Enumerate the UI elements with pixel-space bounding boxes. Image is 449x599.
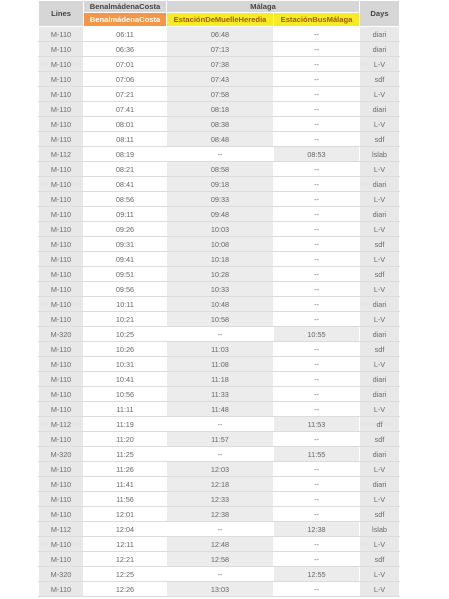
muelle-heredia-cell: 11:48 xyxy=(167,402,274,417)
departure-cell: 11:26 xyxy=(84,462,167,477)
table-row xyxy=(39,282,400,297)
days-cell: diari xyxy=(360,477,400,492)
line-cell: M-110 xyxy=(39,282,84,297)
departure-cell: 08:41 xyxy=(84,177,167,192)
table-row xyxy=(39,207,400,222)
bus-station-cell: -- xyxy=(274,27,360,42)
bus-station-cell: -- xyxy=(274,552,360,567)
bus-station-cell: -- xyxy=(274,477,360,492)
line-cell: M-110 xyxy=(39,252,84,267)
table-row xyxy=(39,192,400,207)
muelle-heredia-cell: 08:38 xyxy=(167,117,274,132)
line-cell: M-110 xyxy=(39,207,84,222)
departure-cell: 10:21 xyxy=(84,312,167,327)
line-cell: M-110 xyxy=(39,582,84,597)
departure-cell: 12:26 xyxy=(84,582,167,597)
table-row xyxy=(39,552,400,567)
muelle-heredia-cell: -- xyxy=(167,147,274,162)
bus-station-cell: -- xyxy=(274,462,360,477)
muelle-heredia-cell: 11:57 xyxy=(167,432,274,447)
table-row xyxy=(39,27,400,42)
muelle-heredia-cell: -- xyxy=(167,447,274,462)
line-cell: M-110 xyxy=(39,102,84,117)
days-cell: L-V xyxy=(360,222,400,237)
line-cell: M-110 xyxy=(39,312,84,327)
muelle-heredia-cell: 07:38 xyxy=(167,57,274,72)
departure-cell: 09:41 xyxy=(84,252,167,267)
line-cell: M-110 xyxy=(39,57,84,72)
table-row xyxy=(39,252,400,267)
departure-cell: 11:20 xyxy=(84,432,167,447)
days-cell: L-V xyxy=(360,57,400,72)
departure-cell: 11:19 xyxy=(84,417,167,432)
days-cell: diari xyxy=(360,327,400,342)
table-row xyxy=(39,267,400,282)
line-cell: M-110 xyxy=(39,297,84,312)
table-row xyxy=(39,387,400,402)
bus-station-cell: -- xyxy=(274,177,360,192)
table-row xyxy=(39,417,400,432)
departure-cell: 10:41 xyxy=(84,372,167,387)
line-cell: M-110 xyxy=(39,72,84,87)
muelle-heredia-cell: 08:48 xyxy=(167,132,274,147)
days-cell: lslab xyxy=(360,147,400,162)
bus-station-cell: -- xyxy=(274,432,360,447)
departure-cell: 11:11 xyxy=(84,402,167,417)
table-row xyxy=(39,312,400,327)
line-cell: M-110 xyxy=(39,387,84,402)
muelle-heredia-cell: 10:03 xyxy=(167,222,274,237)
table-row xyxy=(39,297,400,312)
line-cell: M-110 xyxy=(39,507,84,522)
bus-station-cell: -- xyxy=(274,402,360,417)
line-cell: M-110 xyxy=(39,537,84,552)
bus-station-cell: -- xyxy=(274,132,360,147)
line-cell: M-320 xyxy=(39,567,84,582)
muelle-heredia-cell: 08:58 xyxy=(167,162,274,177)
departure-cell: 11:41 xyxy=(84,477,167,492)
days-cell: L-V xyxy=(360,537,400,552)
line-cell: M-110 xyxy=(39,477,84,492)
muelle-heredia-cell: -- xyxy=(167,417,274,432)
muelle-heredia-cell: 10:33 xyxy=(167,282,274,297)
line-cell: M-110 xyxy=(39,162,84,177)
days-cell: L-V xyxy=(360,402,400,417)
days-cell: sdf xyxy=(360,507,400,522)
days-cell: df xyxy=(360,417,400,432)
stop-header-muelle-heredia: EstaciónDeMuelleHeredia xyxy=(167,13,274,27)
lines-header: Lines xyxy=(39,1,84,27)
bus-station-cell: -- xyxy=(274,192,360,207)
bus-station-cell: 12:55 xyxy=(274,567,360,582)
bus-station-cell: -- xyxy=(274,207,360,222)
days-cell: sdf xyxy=(360,267,400,282)
line-cell: M-110 xyxy=(39,132,84,147)
bus-station-cell: -- xyxy=(274,117,360,132)
bus-station-cell: -- xyxy=(274,537,360,552)
days-cell: sdf xyxy=(360,342,400,357)
departure-cell: 12:01 xyxy=(84,507,167,522)
bus-station-cell: -- xyxy=(274,57,360,72)
line-cell: M-110 xyxy=(39,267,84,282)
table-row xyxy=(39,237,400,252)
table-row xyxy=(39,432,400,447)
table-row xyxy=(39,492,400,507)
table-row xyxy=(39,87,400,102)
days-cell: L-V xyxy=(360,117,400,132)
bus-station-cell: 11:55 xyxy=(274,447,360,462)
days-cell: diari xyxy=(360,102,400,117)
muelle-heredia-cell: 12:18 xyxy=(167,477,274,492)
departure-cell: 12:11 xyxy=(84,537,167,552)
muelle-heredia-cell: -- xyxy=(167,522,274,537)
bus-station-cell: -- xyxy=(274,582,360,597)
table-row xyxy=(39,42,400,57)
days-cell: diari xyxy=(360,447,400,462)
days-header: Days xyxy=(360,1,400,27)
table-row xyxy=(39,72,400,87)
muelle-heredia-cell: 08:18 xyxy=(167,102,274,117)
days-cell: sdf xyxy=(360,552,400,567)
bus-station-cell: -- xyxy=(274,342,360,357)
bus-station-cell: -- xyxy=(274,492,360,507)
destination-header: Málaga xyxy=(167,1,360,13)
table-row xyxy=(39,177,400,192)
bus-station-cell: -- xyxy=(274,312,360,327)
departure-cell: 12:04 xyxy=(84,522,167,537)
table-row xyxy=(39,372,400,387)
bus-station-cell: -- xyxy=(274,267,360,282)
muelle-heredia-cell: 12:33 xyxy=(167,492,274,507)
muelle-heredia-cell: 11:08 xyxy=(167,357,274,372)
bus-station-cell: -- xyxy=(274,72,360,87)
muelle-heredia-cell: 07:43 xyxy=(167,72,274,87)
days-cell: sdf xyxy=(360,237,400,252)
days-cell: diari xyxy=(360,42,400,57)
bus-station-cell: -- xyxy=(274,162,360,177)
departure-cell: 07:01 xyxy=(84,57,167,72)
departure-cell: 10:31 xyxy=(84,357,167,372)
stops-header-row xyxy=(39,13,400,27)
table-row xyxy=(39,522,400,537)
days-cell: L-V xyxy=(360,192,400,207)
muelle-heredia-cell: 12:03 xyxy=(167,462,274,477)
days-cell: sdf xyxy=(360,132,400,147)
departure-cell: 08:19 xyxy=(84,147,167,162)
timetable-body xyxy=(39,27,400,597)
departure-cell: 06:36 xyxy=(84,42,167,57)
departure-cell: 09:26 xyxy=(84,222,167,237)
muelle-heredia-cell: 10:08 xyxy=(167,237,274,252)
bus-station-cell: -- xyxy=(274,282,360,297)
line-cell: M-110 xyxy=(39,432,84,447)
days-cell: L-V xyxy=(360,357,400,372)
line-cell: M-110 xyxy=(39,222,84,237)
timetable xyxy=(38,0,400,597)
table-row xyxy=(39,57,400,72)
table-row xyxy=(39,537,400,552)
line-cell: M-110 xyxy=(39,372,84,387)
departure-cell: 08:11 xyxy=(84,132,167,147)
muelle-heredia-cell: 09:18 xyxy=(167,177,274,192)
muelle-heredia-cell: 09:48 xyxy=(167,207,274,222)
bus-station-cell: -- xyxy=(274,222,360,237)
table-row xyxy=(39,402,400,417)
table-row xyxy=(39,147,400,162)
table-row xyxy=(39,102,400,117)
muelle-heredia-cell: 06:48 xyxy=(167,27,274,42)
departure-cell: 07:06 xyxy=(84,72,167,87)
muelle-heredia-cell: -- xyxy=(167,327,274,342)
days-cell: L-V xyxy=(360,252,400,267)
muelle-heredia-cell: 10:48 xyxy=(167,297,274,312)
bus-station-cell: -- xyxy=(274,357,360,372)
departure-cell: 09:11 xyxy=(84,207,167,222)
table-row xyxy=(39,507,400,522)
days-cell: diari xyxy=(360,372,400,387)
muelle-heredia-cell: 12:38 xyxy=(167,507,274,522)
line-cell: M-320 xyxy=(39,327,84,342)
table-row xyxy=(39,117,400,132)
days-cell: lslab xyxy=(360,522,400,537)
departure-cell: 08:01 xyxy=(84,117,167,132)
line-cell: M-110 xyxy=(39,552,84,567)
line-cell: M-320 xyxy=(39,447,84,462)
table-row xyxy=(39,222,400,237)
days-cell: diari xyxy=(360,387,400,402)
departure-cell: 10:56 xyxy=(84,387,167,402)
line-cell: M-110 xyxy=(39,87,84,102)
muelle-heredia-cell: 11:18 xyxy=(167,372,274,387)
departure-cell: 12:21 xyxy=(84,552,167,567)
muelle-heredia-cell: 12:48 xyxy=(167,537,274,552)
stop-header-bus-station: EstaciónBusMálaga xyxy=(274,13,360,27)
days-cell: diari xyxy=(360,27,400,42)
days-cell: diari xyxy=(360,177,400,192)
table-row xyxy=(39,162,400,177)
days-cell: diari xyxy=(360,207,400,222)
days-cell: sdf xyxy=(360,72,400,87)
muelle-heredia-cell: 10:28 xyxy=(167,267,274,282)
origin-header: BenalmádenaCosta xyxy=(84,1,167,13)
line-cell: M-112 xyxy=(39,147,84,162)
days-cell: sdf xyxy=(360,432,400,447)
bus-station-cell: -- xyxy=(274,102,360,117)
departure-cell: 08:21 xyxy=(84,162,167,177)
days-cell: L-V xyxy=(360,282,400,297)
departure-cell: 10:11 xyxy=(84,297,167,312)
line-cell: M-110 xyxy=(39,27,84,42)
muelle-heredia-cell: 07:13 xyxy=(167,42,274,57)
days-cell: L-V xyxy=(360,567,400,582)
days-cell: diari xyxy=(360,297,400,312)
days-cell: L-V xyxy=(360,87,400,102)
muelle-heredia-cell: 12:58 xyxy=(167,552,274,567)
table-row xyxy=(39,342,400,357)
table-row xyxy=(39,447,400,462)
line-cell: M-110 xyxy=(39,192,84,207)
muelle-heredia-cell: 13:03 xyxy=(167,582,274,597)
departure-cell: 11:25 xyxy=(84,447,167,462)
line-cell: M-110 xyxy=(39,342,84,357)
line-cell: M-112 xyxy=(39,522,84,537)
departure-cell: 11:56 xyxy=(84,492,167,507)
stop-header-origin: BenalmádenaCosta xyxy=(84,13,167,27)
muelle-heredia-cell: 09:33 xyxy=(167,192,274,207)
muelle-heredia-cell: 07:58 xyxy=(167,87,274,102)
table-row xyxy=(39,327,400,342)
table-row xyxy=(39,567,400,582)
muelle-heredia-cell: 10:18 xyxy=(167,252,274,267)
departure-cell: 07:21 xyxy=(84,87,167,102)
table-row xyxy=(39,477,400,492)
line-cell: M-110 xyxy=(39,237,84,252)
muelle-heredia-cell: 10:58 xyxy=(167,312,274,327)
days-cell: L-V xyxy=(360,492,400,507)
line-cell: M-110 xyxy=(39,462,84,477)
bus-station-cell: -- xyxy=(274,252,360,267)
table-row xyxy=(39,357,400,372)
departure-cell: 12:25 xyxy=(84,567,167,582)
bus-station-cell: 11:53 xyxy=(274,417,360,432)
line-cell: M-110 xyxy=(39,357,84,372)
table-row xyxy=(39,462,400,477)
departure-cell: 10:26 xyxy=(84,342,167,357)
departure-cell: 10:25 xyxy=(84,327,167,342)
header-row xyxy=(39,1,400,13)
bus-station-cell: -- xyxy=(274,387,360,402)
bus-station-cell: 08:53 xyxy=(274,147,360,162)
departure-cell: 09:51 xyxy=(84,267,167,282)
bus-station-cell: -- xyxy=(274,297,360,312)
muelle-heredia-cell: -- xyxy=(167,567,274,582)
bus-station-cell: 12:38 xyxy=(274,522,360,537)
departure-cell: 09:56 xyxy=(84,282,167,297)
days-cell: L-V xyxy=(360,582,400,597)
bus-station-cell: -- xyxy=(274,87,360,102)
days-cell: L-V xyxy=(360,462,400,477)
bus-station-cell: -- xyxy=(274,237,360,252)
days-cell: L-V xyxy=(360,312,400,327)
departure-cell: 07:41 xyxy=(84,102,167,117)
muelle-heredia-cell: 11:03 xyxy=(167,342,274,357)
departure-cell: 06:11 xyxy=(84,27,167,42)
departure-cell: 09:31 xyxy=(84,237,167,252)
bus-station-cell: 10:55 xyxy=(274,327,360,342)
bus-station-cell: -- xyxy=(274,507,360,522)
line-cell: M-110 xyxy=(39,492,84,507)
line-cell: M-110 xyxy=(39,42,84,57)
line-cell: M-112 xyxy=(39,417,84,432)
days-cell: L-V xyxy=(360,162,400,177)
line-cell: M-110 xyxy=(39,117,84,132)
line-cell: M-110 xyxy=(39,177,84,192)
table-row xyxy=(39,582,400,597)
bus-station-cell: -- xyxy=(274,42,360,57)
muelle-heredia-cell: 11:33 xyxy=(167,387,274,402)
line-cell: M-110 xyxy=(39,402,84,417)
bus-station-cell: -- xyxy=(274,372,360,387)
departure-cell: 08:56 xyxy=(84,192,167,207)
table-row xyxy=(39,132,400,147)
